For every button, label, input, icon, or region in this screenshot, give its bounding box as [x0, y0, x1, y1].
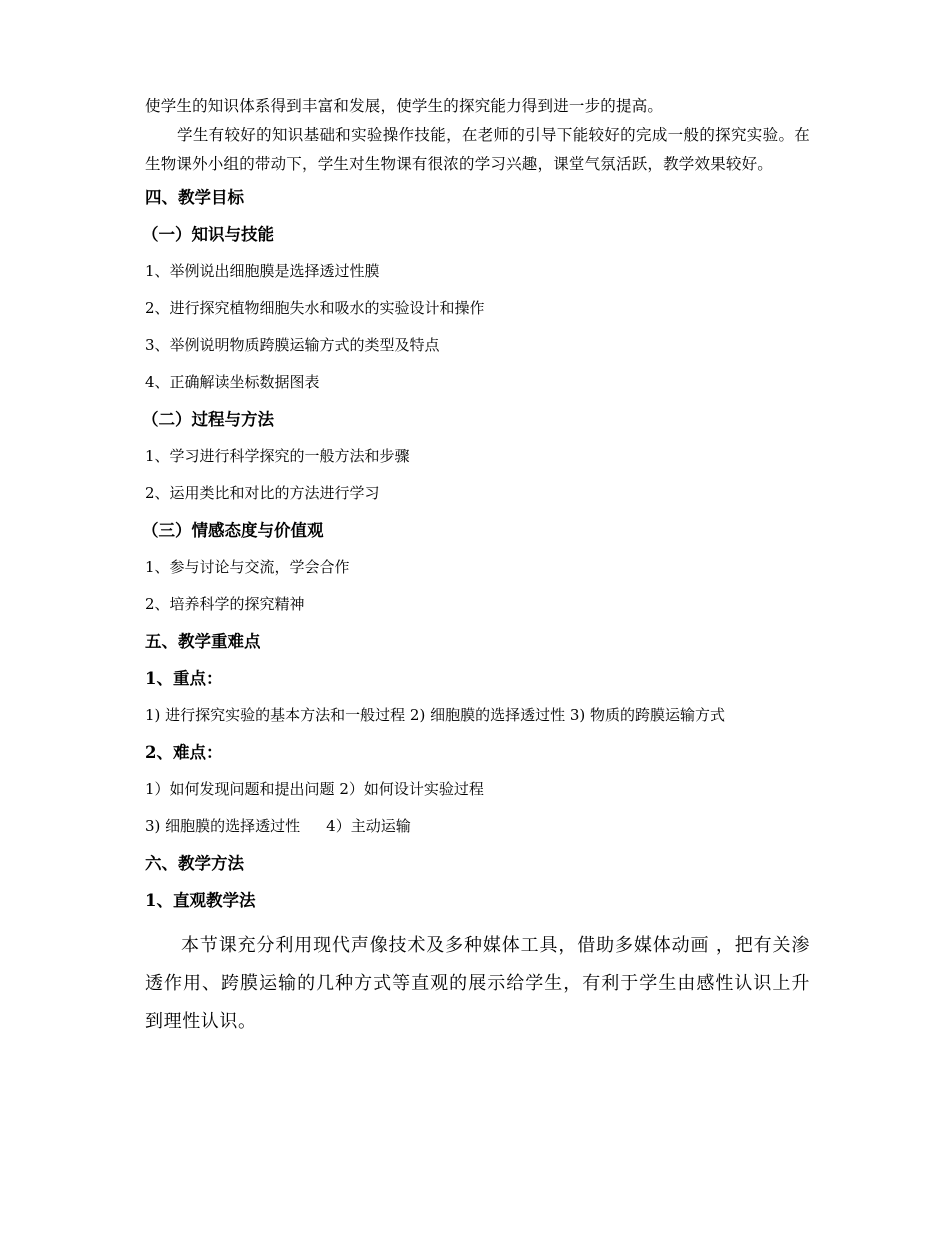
subheading-knowledge-skills: （一）知识与技能 — [142, 225, 274, 244]
intro-line: 使学生的知识体系得到丰富和发展，使学生的探究能力得到进一步的提高。 — [145, 97, 664, 115]
subheading-difficulties: 2、难点： — [145, 743, 223, 762]
list-item: 2、运用类比和对比的方法进行学习 — [145, 484, 380, 502]
section-heading-goals: 四、教学目标 — [145, 188, 244, 207]
difficulties-line — [145, 808, 810, 845]
difficulty-item: 4）主动运输 — [326, 817, 411, 835]
subheading-visual-method: 1、直观教学法 — [145, 891, 256, 910]
list-item: 1、学习进行科学探究的一般方法和步骤 — [145, 447, 410, 465]
section-heading-methods: 六、教学方法 — [145, 854, 244, 873]
difficulties-line: 1）如何发现问题和提出问题 2）如何设计实验过程 — [145, 780, 484, 798]
list-item: 1、参与讨论与交流，学会合作 — [145, 558, 350, 576]
key-points-line: 1) 进行探究实验的基本方法和一般过程 2) 细胞膜的选择透过性 3) 物质的跨膜运输方式 — [145, 706, 726, 724]
subheading-process-methods: （二）过程与方法 — [142, 410, 274, 429]
difficulty-item: 3) 细胞膜的选择透过性 — [145, 817, 301, 835]
list-item: 3、举例说明物质跨膜运输方式的类型及特点 — [145, 336, 440, 354]
list-item: 1、举例说出细胞膜是选择透过性膜 — [145, 262, 380, 280]
list-item: 2、培养科学的探究精神 — [145, 595, 305, 613]
visual-method-paragraph: 本节课充分利用现代声像技术及多种媒体工具，借助多媒体动画 ，把有关渗透作用、跨膜运输的几种方式等直观的展示给学生，有利于学生由感性认识上升到理性认识。 — [145, 935, 810, 1032]
subheading-attitudes-values: （三）情感态度与价值观 — [142, 521, 324, 540]
section-heading-key-difficult: 五、教学重难点 — [145, 632, 261, 651]
list-item: 4、正确解读坐标数据图表 — [145, 373, 320, 391]
list-item: 2、进行探究植物细胞失水和吸水的实验设计和操作 — [145, 299, 485, 317]
intro-paragraph: 学生有较好的知识基础和实验操作技能，在老师的引导下能较好的完成一般的探究实验。在生物课外小组的带动下，学生对生物课有很浓的学习兴趣，课堂气氛活跃，教学效果较好。 — [145, 126, 810, 173]
subheading-key-points: 1、重点： — [145, 669, 223, 688]
document-body — [142, 92, 810, 1041]
